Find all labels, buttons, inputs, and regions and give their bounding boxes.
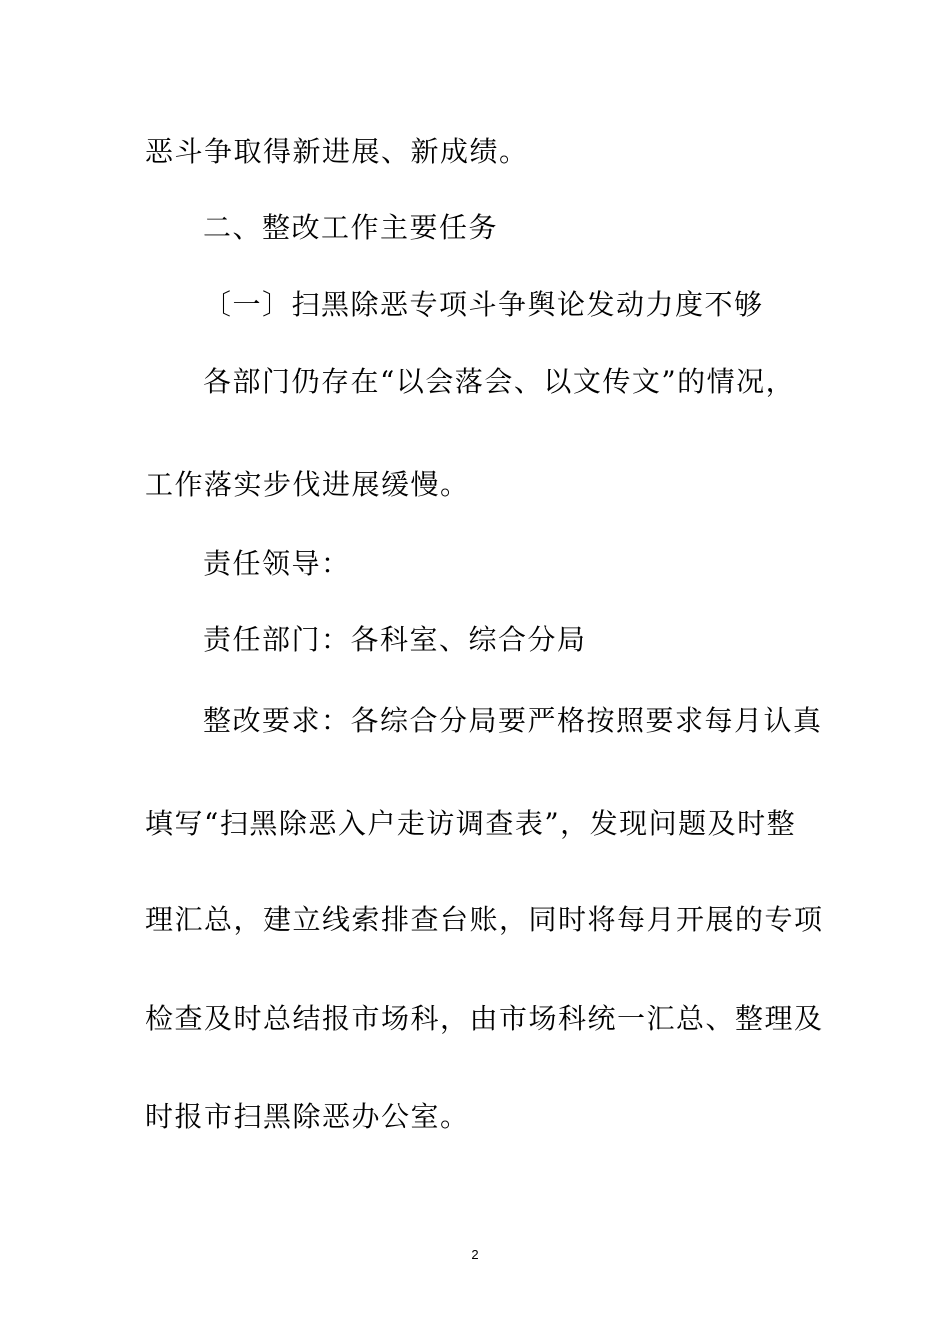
responsible-leader-line: 责任领导： [203, 547, 351, 580]
subsection-heading: 〔一〕扫黑除恶专项斗争舆论发动力度不够 [203, 288, 764, 321]
rectification-requirement-line: 整改要求：各综合分局要严格按照要求每月认真 [203, 704, 823, 737]
body-paragraph-line: 工作落实步伐进展缓慢。 [145, 468, 470, 501]
paragraph-continuation-line: 恶斗争取得新进展、新成绩。 [145, 135, 529, 168]
section-heading: 二、整改工作主要任务 [203, 211, 499, 244]
page-number: 2 [471, 1247, 479, 1262]
body-paragraph-line: 检查及时总结报市场科，由市场科统一汇总、整理及 [145, 1002, 824, 1035]
responsible-department-line: 责任部门：各科室、综合分局 [203, 623, 587, 656]
body-paragraph-line: 填写“扫黑除恶入户走访调查表”，发现问题及时整 [145, 807, 797, 840]
body-paragraph-line: 时报市扫黑除恶办公室。 [145, 1100, 470, 1133]
body-paragraph-line: 理汇总，建立线索排查台账，同时将每月开展的专项 [145, 903, 824, 936]
body-paragraph-line: 各部门仍存在“以会落会、以文传文”的情况， [203, 365, 796, 398]
